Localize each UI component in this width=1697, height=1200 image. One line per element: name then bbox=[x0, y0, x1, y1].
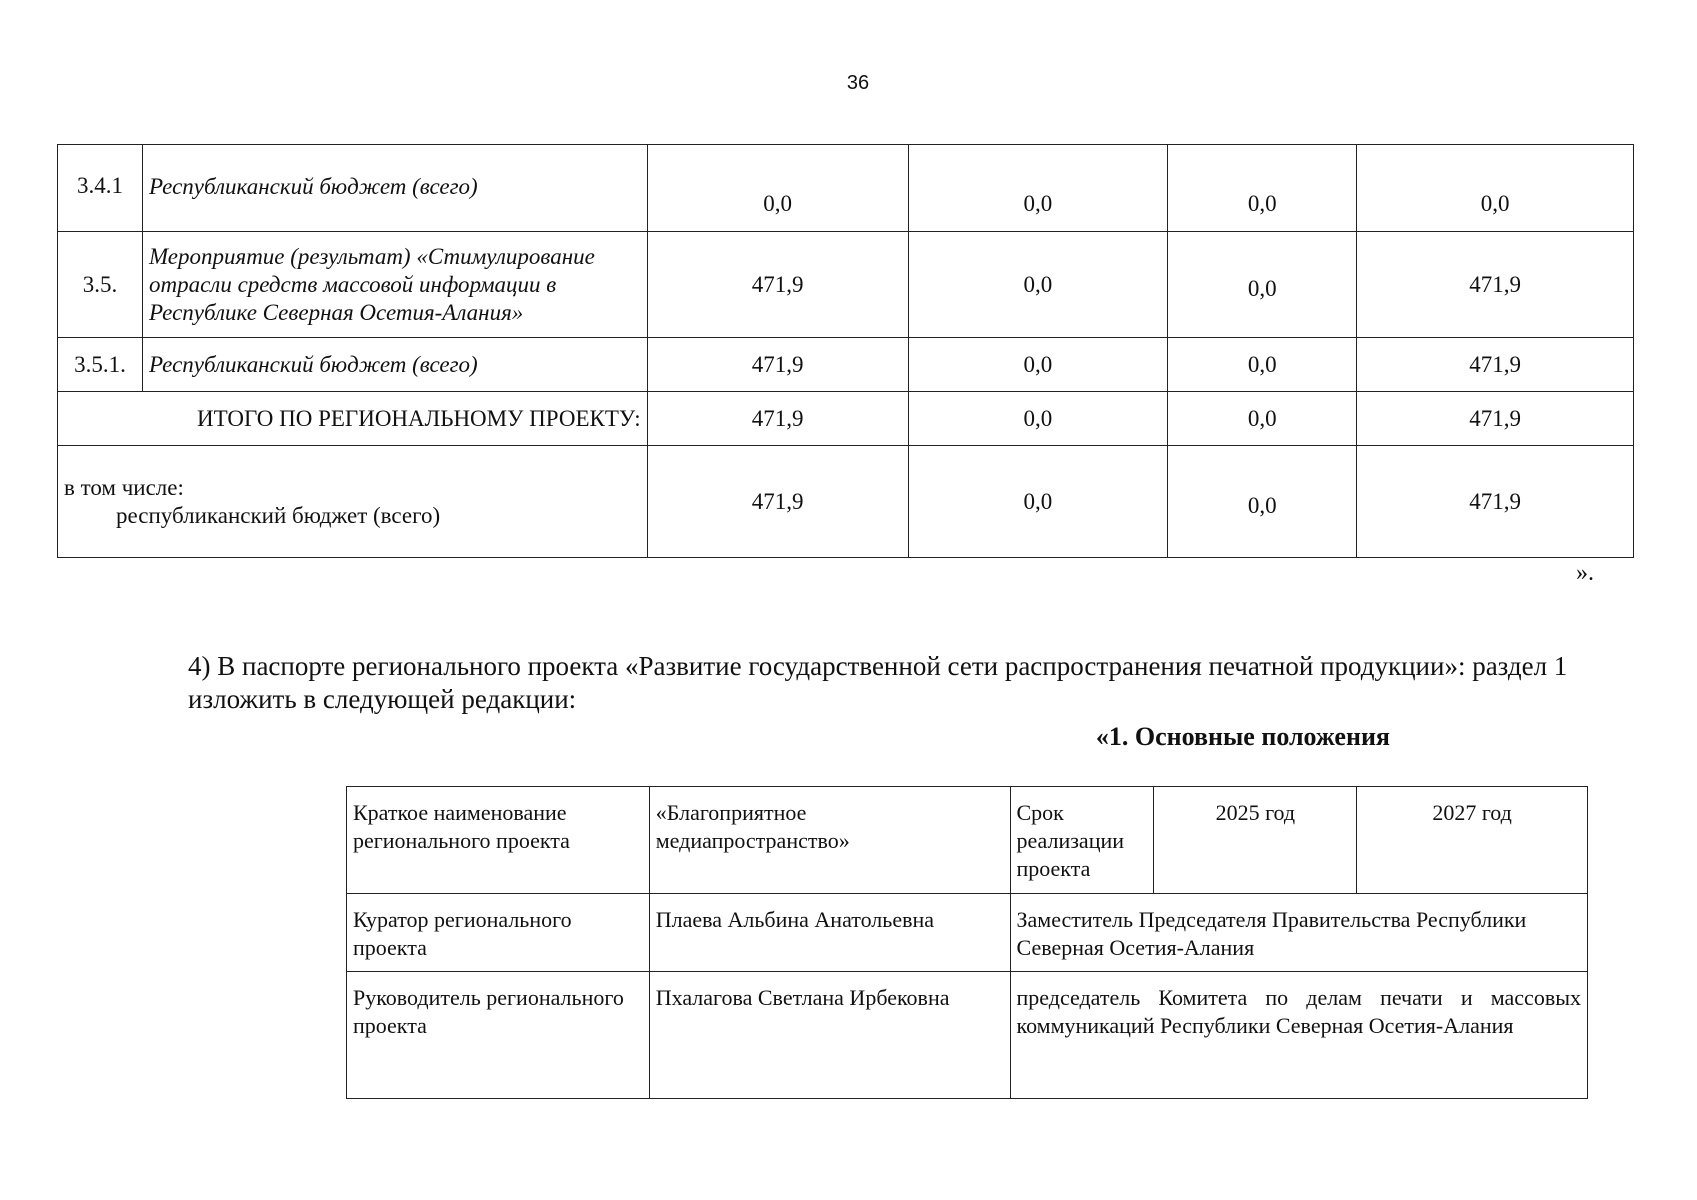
head-name: Пхалагова Светлана Ирбековна bbox=[649, 972, 1010, 1099]
term-label: Срок реализации проекта bbox=[1010, 787, 1154, 894]
curator-position: Заместитель Председателя Правительства Республики Северная Осетия-Алания bbox=[1010, 894, 1588, 972]
value-cell: 0,0 bbox=[1168, 392, 1357, 446]
curator-label: Куратор регионального проекта bbox=[347, 894, 650, 972]
row-name: Мероприятие (результат) «Стимулирование отрасли средств массовой информации в Республике Северная Осетия-Алания» bbox=[142, 232, 647, 338]
row-code: 3.5. bbox=[58, 232, 143, 338]
total-row bbox=[58, 392, 1634, 446]
table-row bbox=[347, 787, 1588, 894]
including-row bbox=[58, 446, 1634, 558]
value-cell: 0,0 bbox=[908, 145, 1168, 232]
value-cell: 0,0 bbox=[908, 446, 1168, 558]
value-cell: 471,9 bbox=[647, 232, 908, 338]
head-position: председатель Комитета по делам печати и массовых коммуникаций Республики Северная Осетия-Алания bbox=[1010, 972, 1588, 1099]
row-name: Республиканский бюджет (всего) bbox=[142, 145, 647, 232]
value-cell: 0,0 bbox=[908, 392, 1168, 446]
including-sub-label: республиканский бюджет (всего) bbox=[116, 502, 441, 528]
value-cell: 471,9 bbox=[1357, 232, 1634, 338]
value-cell: 0,0 bbox=[908, 232, 1168, 338]
row-name: Республиканский бюджет (всего) bbox=[142, 338, 647, 392]
row-code: 3.5.1. bbox=[58, 338, 143, 392]
value-cell: 471,9 bbox=[1357, 446, 1634, 558]
table-row bbox=[58, 145, 1634, 232]
value-cell: 0,0 bbox=[908, 338, 1168, 392]
value-cell: 0,0 bbox=[1168, 338, 1357, 392]
head-label: Руководитель регионального проекта bbox=[347, 972, 650, 1099]
value-cell: 471,9 bbox=[1357, 338, 1634, 392]
row-code: 3.4.1 bbox=[58, 145, 143, 232]
passport-table bbox=[346, 786, 1588, 1099]
start-year: 2025 год bbox=[1154, 787, 1357, 894]
amendment-paragraph: 4) В паспорте регионального проекта «Развитие государственной сети распространения печатной продукции»: раздел 1 изложить в следующей редакции: bbox=[188, 651, 1568, 714]
value-cell: 0,0 bbox=[1247, 275, 1277, 301]
value-cell: 471,9 bbox=[647, 446, 908, 558]
short-name-value: «Благоприятное медиапространство» bbox=[649, 787, 1010, 894]
value-cell: 0,0 bbox=[1168, 145, 1357, 232]
curator-name: Плаева Альбина Анатольевна bbox=[649, 894, 1010, 972]
table-row bbox=[347, 894, 1588, 972]
value-cell: 0,0 bbox=[647, 145, 908, 232]
section-heading: «1. Основные положения bbox=[1095, 722, 1390, 751]
value-cell: 0,0 bbox=[1357, 145, 1634, 232]
value-cell: 471,9 bbox=[647, 392, 908, 446]
value-cell: 471,9 bbox=[1357, 392, 1634, 446]
short-name-label: Краткое наименование регионального проекта bbox=[347, 787, 650, 894]
end-year: 2027 год bbox=[1357, 787, 1588, 894]
closing-quote: ». bbox=[1576, 560, 1594, 586]
total-label: ИТОГО ПО РЕГИОНАЛЬНОМУ ПРОЕКТУ: bbox=[58, 392, 648, 446]
page-number: 36 bbox=[846, 72, 870, 94]
table-row bbox=[58, 338, 1634, 392]
table-row bbox=[58, 232, 1634, 338]
value-cell: 471,9 bbox=[647, 338, 908, 392]
budget-table bbox=[57, 144, 1634, 558]
including-label: в том числе: bbox=[64, 474, 184, 500]
value-cell: 0,0 bbox=[1247, 492, 1277, 518]
table-row bbox=[347, 972, 1588, 1099]
